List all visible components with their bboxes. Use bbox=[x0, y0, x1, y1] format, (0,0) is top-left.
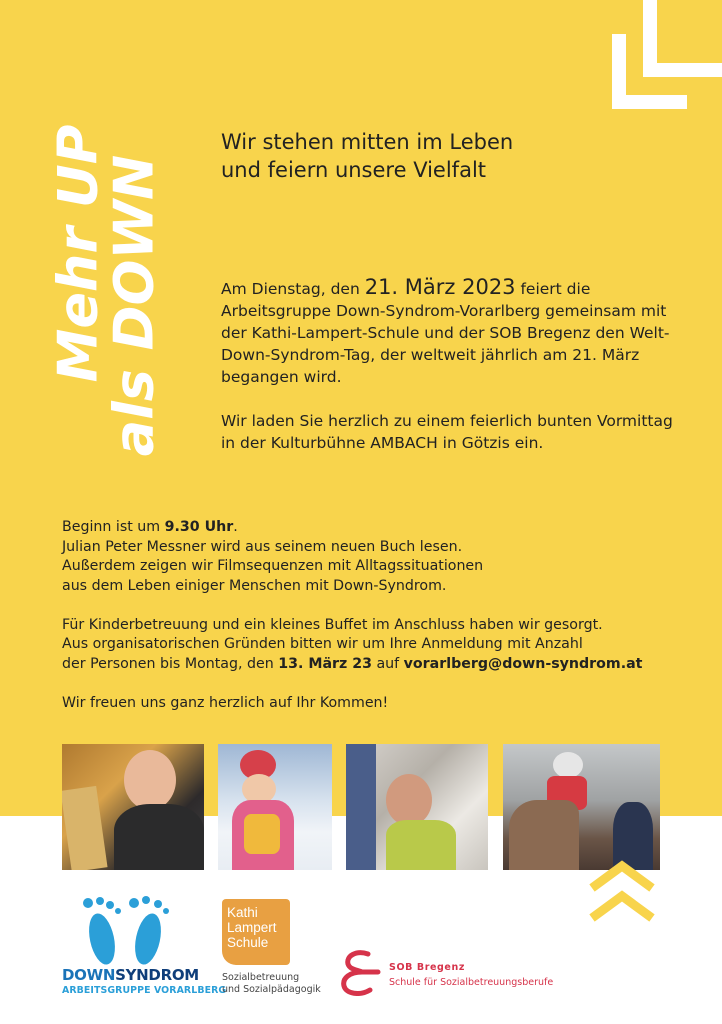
intro-paragraph bbox=[221, 276, 691, 388]
intro-post-date: feiert die Arbeitsgruppe Down-Syndrom-Vorarlberg gemeinsam mit der Kathi-Lampert-Schule und der SOB Bregenz den Welt-Down-Syndrom-Tag, der weltweit jährlich am 21. März begangen wird. bbox=[221, 280, 670, 386]
reading-text: Julian Peter Messner wird aus seinem neuen Buch lesen. bbox=[62, 538, 463, 555]
event-date: 21. März 2023 bbox=[364, 275, 516, 299]
films-text-2: aus dem Leben einiger Menschen mit Down-Syndrom. bbox=[62, 577, 447, 594]
photo-man-climbing bbox=[346, 744, 488, 870]
corner-bracket-icon-outer-bar bbox=[643, 63, 722, 77]
vertical-headline-down: als DOWN bbox=[102, 154, 166, 457]
kls-sub-1: Sozialbetreuung bbox=[222, 972, 300, 983]
kls-line-2: Lampert bbox=[227, 920, 277, 935]
kls-subtitle bbox=[222, 972, 321, 996]
register-mid: auf bbox=[371, 655, 404, 672]
films-text-1: Außerdem zeigen wir Filmsequenzen mit Alltagssituationen bbox=[62, 558, 484, 574]
headline-line-1: Wir stehen mitten im Leben bbox=[221, 130, 514, 154]
headline bbox=[221, 128, 641, 184]
start-label: Beginn ist um bbox=[62, 519, 165, 535]
registration-deadline: 13. März 23 bbox=[278, 655, 372, 672]
start-suffix: . bbox=[233, 519, 238, 535]
care-text: Für Kinderbetreuung und ein kleines Buffet im Anschluss haben wir gesorgt. bbox=[62, 616, 603, 633]
photo-girl-on-horse bbox=[503, 744, 660, 870]
kls-line-1: Kathi bbox=[227, 905, 258, 920]
downsyndrom-syndrom: SYNDROM bbox=[115, 966, 199, 984]
sob-subtitle: Schule für Sozialbetreuungsberufe bbox=[389, 977, 554, 988]
invitation-paragraph: Wir laden Sie herzlich zu einem feierlich bunten Vormittag in der Kulturbühne AMBACH in Götzis ein. bbox=[221, 412, 673, 452]
corner-bracket-icon-bar bbox=[612, 95, 687, 109]
headline-line-2: und feiern unsere Vielfalt bbox=[221, 158, 487, 182]
start-time: 9.30 Uhr bbox=[164, 519, 234, 535]
sob-ampersand-icon bbox=[338, 948, 382, 996]
register-text-1: Aus organisatorischen Gründen bitten wir um Ihre Anmeldung mit Anzahl bbox=[62, 636, 583, 652]
photo-child-skiing bbox=[218, 744, 332, 870]
kls-logo-text bbox=[227, 905, 277, 950]
downsyndrom-subtitle: ARBEITSGRUPPE VORARLBERG bbox=[62, 985, 227, 996]
photo-man-with-book bbox=[62, 744, 204, 870]
registration-email[interactable]: vorarlberg@down-syndrom.at bbox=[403, 655, 643, 672]
schedule-paragraph bbox=[62, 518, 702, 596]
downsyndrom-down: DOWN bbox=[62, 966, 116, 984]
registration-paragraph bbox=[62, 616, 702, 675]
closing-text: Wir freuen uns ganz herzlich auf Ihr Kommen! bbox=[62, 694, 389, 711]
vertical-headline-up: Mehr UP bbox=[46, 124, 110, 383]
sob-name: SOB Bregenz bbox=[389, 962, 465, 973]
intro-pre-date: Am Dienstag, den bbox=[221, 280, 365, 298]
kls-sub-2: und Sozialpädagogik bbox=[222, 984, 321, 995]
event-details bbox=[62, 518, 702, 713]
chevron-up-icon bbox=[586, 858, 658, 928]
register-text-2: der Personen bis Montag, den bbox=[62, 655, 279, 672]
downsyndrom-wordmark bbox=[62, 966, 199, 984]
intro-text bbox=[221, 276, 691, 454]
kls-line-3: Schule bbox=[227, 935, 269, 950]
